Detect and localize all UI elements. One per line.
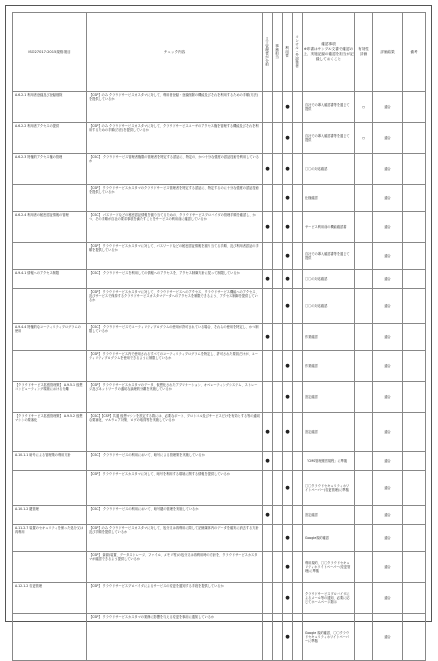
effective-cell	[355, 212, 373, 243]
mark-user: ●	[283, 289, 293, 324]
item-cell	[13, 614, 87, 661]
mark-user: ●	[283, 471, 293, 506]
mark-consult	[293, 185, 303, 212]
result-cell: 適合	[373, 123, 403, 154]
mark-user: ●	[283, 185, 293, 212]
table-row	[13, 289, 426, 324]
mark-mgmt: ●	[263, 413, 273, 452]
mark-consult	[293, 212, 303, 243]
mark-consult	[293, 92, 303, 123]
mark-user: ●	[283, 212, 293, 243]
item-cell: A.9.4.1 情報へのアクセス制限	[13, 270, 87, 289]
header-check: チェック内容	[87, 13, 263, 92]
check-cell: 【CSP】のみ クラウドサービスカスタマに対して、利用者登録・登録削除の機能及びそれを利用するための手順(方法)を提供しているか	[87, 92, 263, 123]
mark-staff	[273, 324, 283, 351]
effective-cell	[355, 382, 373, 413]
item-cell: A.10.1.1 暗号による管理策の利用方針	[13, 452, 87, 471]
effective-cell	[355, 452, 373, 471]
mark-staff	[273, 185, 283, 212]
effective-cell	[355, 583, 373, 614]
mark-consult	[293, 351, 303, 382]
mark-staff	[273, 525, 283, 552]
check-cell: 【CSC】 クラウドサービスを利用しての情報へのアクセスを、アクセス制御方針に従って制限しているか	[87, 270, 263, 289]
mark-consult	[293, 382, 303, 413]
mark-staff	[273, 123, 283, 154]
method-cell: 設定確認	[303, 413, 355, 452]
check-cell: 【CSP】 クラウドサービスカスタマの業務に影響を与える変更を事前に通知しているか	[87, 614, 263, 661]
header-user: 利用者	[285, 46, 290, 57]
mark-mgmt	[263, 525, 273, 552]
item-cell	[13, 471, 87, 506]
check-cell: 【CSC】【CSP】共通 仮想マシンを設定する際には、必要なポート、プロトコル及びサービスだけを有効とする等の適切な要塞化、マルウェア対策、ログの取得等を実施しているか	[87, 413, 263, 452]
item-cell: 【クラウドサービス拡張管理策】 A.9.5.2 仮想マシンの要塞化	[13, 413, 87, 452]
result-cell: 適合	[373, 324, 403, 351]
mark-consult	[293, 243, 303, 270]
mark-mgmt: ●	[263, 212, 273, 243]
table-row	[13, 324, 426, 351]
result-cell: 適合	[373, 413, 403, 452]
remarks-cell	[403, 382, 426, 413]
method-cell: サービス利用前の機能確認書	[303, 212, 355, 243]
result-cell: 適合	[373, 471, 403, 506]
effective-cell	[355, 324, 373, 351]
result-cell: 適合	[373, 506, 403, 525]
check-cell: 【CSC】 クラウドサービスでユーティリティプログラムの使用が許可されている場合、それらの使用を特定し、かつ制限しているか	[87, 324, 263, 351]
mark-consult	[293, 506, 303, 525]
mark-consult	[293, 452, 303, 471]
effective-cell	[355, 614, 373, 661]
mark-consult	[293, 614, 303, 661]
mark-staff	[273, 506, 283, 525]
item-cell: A.9.4.4 特権的なユーティリティプログラムの使用	[13, 324, 87, 351]
mark-user: ●	[283, 243, 293, 270]
effective-cell	[355, 154, 373, 185]
effective-cell	[355, 243, 373, 270]
mark-user: ●	[283, 382, 293, 413]
table-row	[13, 382, 426, 413]
remarks-cell	[403, 243, 426, 270]
effective-cell	[355, 270, 373, 289]
effective-cell	[355, 552, 373, 583]
method-cell: Google 規約確認、〇〇クラウドセキュリティホワイトペーパーに準拠	[303, 614, 355, 661]
mark-staff	[273, 243, 283, 270]
mark-user: ●	[283, 92, 293, 123]
mark-user	[283, 452, 293, 471]
result-cell: 適合	[373, 583, 403, 614]
mark-staff	[273, 382, 283, 413]
result-cell: 適合	[373, 552, 403, 583]
header-mgmt: ＩＴ管理者が分担	[265, 37, 270, 66]
remarks-cell	[403, 185, 426, 212]
mark-user: ●	[283, 351, 293, 382]
mark-consult	[293, 123, 303, 154]
remarks-cell	[403, 270, 426, 289]
method-cell: 設定確認	[303, 506, 355, 525]
mark-mgmt	[263, 185, 273, 212]
result-cell: 適合	[373, 382, 403, 413]
mark-consult	[293, 583, 303, 614]
mark-mgmt	[263, 123, 273, 154]
mark-mgmt	[263, 614, 273, 661]
mark-consult	[293, 324, 303, 351]
mark-mgmt: ●	[263, 270, 273, 289]
mark-user: ●	[283, 123, 293, 154]
remarks-cell	[403, 583, 426, 614]
table-row	[13, 243, 426, 270]
mark-consult	[293, 525, 303, 552]
remarks-cell	[403, 552, 426, 583]
item-cell: A.6.2.2 利用者アクセスの提供	[13, 123, 87, 154]
result-cell: 適合	[373, 92, 403, 123]
check-cell: 【CSP】 資源(装置、データストレージ、ファイル、メモリ等)の処分又は再利用時の方針を、クラウドサービスカスタマが確認できるよう提供しているか	[87, 552, 263, 583]
result-cell: 適合	[373, 614, 403, 661]
table-row	[13, 552, 426, 583]
check-cell: 【CSC】 クラウドサービスの利用において、暗号鍵の管理を実施しているか	[87, 506, 263, 525]
mark-user: ●	[283, 154, 293, 185]
check-cell: 【CSC】 パスワードなどの秘密認証情報を割り当てるための、クラウドサービスプロバイダの管理手順を確認し、かつ、その手順が自社の要求事項を満たすことをサービスの利用前に確認しているか	[87, 212, 263, 243]
mark-consult	[293, 270, 303, 289]
mark-staff	[273, 154, 283, 185]
table-row	[13, 583, 426, 614]
mark-staff	[273, 212, 283, 243]
remarks-cell	[403, 614, 426, 661]
mark-mgmt	[263, 471, 273, 506]
method-cell: クラウドサービスプロバイダによるメール等の通知、必要に応じてホームページ掲示	[303, 583, 355, 614]
mark-mgmt: ●	[263, 452, 273, 471]
method-cell: 〇〇クラウドセキュリティホワイトペーパー(変更管理)に準拠	[303, 471, 355, 506]
mark-staff	[273, 583, 283, 614]
check-cell: 【CSP】 クラウドサービスカスタマのクラウドサービス管理者を特定する認証に、特定するのに十分な強度の認証技術を提供しているか	[87, 185, 263, 212]
result-cell: 適合	[373, 525, 403, 552]
mark-user: ●	[283, 270, 293, 289]
result-cell: 適合	[373, 270, 403, 289]
mark-mgmt: ●	[263, 324, 273, 351]
result-cell: 適合	[373, 212, 403, 243]
mark-consult	[293, 289, 303, 324]
mark-consult	[293, 552, 303, 583]
effective-cell	[355, 351, 373, 382]
item-cell: A.6.2.3 特権的アクセス権の管理	[13, 154, 87, 185]
mark-mgmt	[263, 92, 273, 123]
item-cell	[13, 289, 87, 324]
table-row	[13, 123, 426, 154]
method-cell: 〇〇の対応確認	[303, 289, 355, 324]
effective-cell	[355, 471, 373, 506]
document-page	[5, 5, 432, 644]
effective-cell	[355, 413, 373, 452]
item-cell	[13, 351, 87, 382]
result-cell: 適合	[373, 452, 403, 471]
mark-mgmt	[263, 243, 273, 270]
remarks-cell	[403, 506, 426, 525]
table-row	[13, 471, 426, 506]
header-staff: 事務担当	[275, 44, 280, 59]
method-cell: 〇〇の対応確認	[303, 154, 355, 185]
mark-staff	[273, 413, 283, 452]
effective-cell	[355, 506, 373, 525]
table-row	[13, 506, 426, 525]
mark-consult	[293, 154, 303, 185]
table-row	[13, 351, 426, 382]
header-result: 評価結果	[373, 13, 403, 92]
item-cell: A.6.2.4 利用者の秘密認証情報の管理	[13, 212, 87, 243]
remarks-cell	[403, 525, 426, 552]
header-method: 確認事項 ※印書はサンプル文書で確認の上、実施記録の確認を担当が記録しておくこと	[303, 13, 355, 92]
remarks-cell	[403, 123, 426, 154]
mark-mgmt: ●	[263, 506, 273, 525]
item-cell: 【クラウドサービス拡張管理策】 A.9.5.1 仮想コンピューティング環境における分離	[13, 382, 87, 413]
mark-user: ●	[283, 525, 293, 552]
mark-staff	[273, 92, 283, 123]
method-cell: 「CMS管理運営規程」に準拠	[303, 452, 355, 471]
checklist-table	[12, 12, 426, 661]
mark-user: ●	[283, 614, 293, 661]
table-row	[13, 452, 426, 471]
method-cell: 作業確認	[303, 351, 355, 382]
table-row	[13, 92, 426, 123]
mark-staff	[273, 471, 283, 506]
check-cell: 【CSP】のみ クラウドサービスカスタマに対して、処分又は再利用に際して記憶媒体内のデータを確実に消去する方針及び手順を提供しているか	[87, 525, 263, 552]
remarks-cell	[403, 212, 426, 243]
method-cell: 〇〇の対応確認	[303, 270, 355, 289]
mark-consult	[293, 413, 303, 452]
method-cell: 自社での導入確認書等を通じて提供	[303, 92, 355, 123]
method-cell: 利用規約、〇〇クラウドセキュリティホワイトペーパー(変更管理)に準拠	[303, 552, 355, 583]
effective-cell	[355, 289, 373, 324]
table-row	[13, 413, 426, 452]
effective-cell	[355, 185, 373, 212]
effective-cell: ○	[355, 123, 373, 154]
table-row	[13, 154, 426, 185]
check-cell: 【CSP】 クラウドサービスカスタマに対して、クラウドサービスへのアクセス、クラウドサービス機能へのアクセス、及びサービスで保持するクラウドサービスカスタマデータへのアクセスを制限できるよう、アクセス制御を提供しているか	[87, 289, 263, 324]
check-cell: 【CSP】のみ クラウドサービスカスタマに対して、クラウドサービスユーザのアクセス権を管理する機能及びそれを利用するための手順(方法)を提供しているか	[87, 123, 263, 154]
header-item: ISO27017:2015規格項目	[13, 13, 87, 92]
remarks-cell	[403, 92, 426, 123]
header-effective: 有効性 評価	[355, 13, 373, 92]
table-row	[13, 270, 426, 289]
result-cell: 適合	[373, 351, 403, 382]
item-cell	[13, 243, 87, 270]
table-row	[13, 525, 426, 552]
check-cell: 【CSP】 クラウドサービスカスタマのデータ、仮想化されたアプリケーション、オペレーティングシステム、ストレージ及びネットワークの適切な論理的分離を実施しているか	[87, 382, 263, 413]
check-cell: 【CSP】 クラウドサービス内で使用されるすべてのユーティリティプログラムを特定し、許可された要員だけが、ユーティリティプログラムを使用できるように制限しているか	[87, 351, 263, 382]
effective-cell: ○	[355, 92, 373, 123]
result-cell: 適合	[373, 243, 403, 270]
item-cell	[13, 185, 87, 212]
check-cell: 【CSC】 クラウドサービス管理者権限の管理者を特定する認証に、特定の、かつ十分な強度の認証技術を利用しているか	[87, 154, 263, 185]
header-consult: コンサル・外部業者	[295, 35, 300, 68]
method-cell: 設定確認	[303, 382, 355, 413]
effective-cell	[355, 525, 373, 552]
mark-user: ●	[283, 552, 293, 583]
mark-mgmt	[263, 289, 273, 324]
mark-consult	[293, 471, 303, 506]
check-cell: 【CSP】 クラウドサービスプロバイダによるサービスの変更を通知する手段を提供しているか	[87, 583, 263, 614]
item-cell: A.6.2.1 利用者登録及び登録削除	[13, 92, 87, 123]
result-cell: 適合	[373, 185, 403, 212]
remarks-cell	[403, 413, 426, 452]
header-remarks: 備考	[403, 13, 426, 92]
method-cell: 作業確認	[303, 324, 355, 351]
method-cell: 仕様確認	[303, 185, 355, 212]
item-cell	[13, 552, 87, 583]
item-cell: A.10.1.2 鍵管理	[13, 506, 87, 525]
table-body	[13, 92, 426, 661]
remarks-cell	[403, 452, 426, 471]
item-cell: A.11.2.7 装置のセキュリティを保った処分又は再利用	[13, 525, 87, 552]
remarks-cell	[403, 471, 426, 506]
method-cell: 自社での導入確認書等を通じて提供	[303, 123, 355, 154]
table-row	[13, 614, 426, 661]
mark-mgmt	[263, 351, 273, 382]
check-cell: 【CSC】 クラウドサービスの利用において、暗号による管理策を実施しているか	[87, 452, 263, 471]
remarks-cell	[403, 351, 426, 382]
result-cell: 適合	[373, 289, 403, 324]
mark-user: ●	[283, 583, 293, 614]
mark-staff	[273, 552, 283, 583]
mark-mgmt	[263, 583, 273, 614]
mark-user	[283, 324, 293, 351]
mark-user: ●	[283, 413, 293, 452]
check-cell: 【CSP】 クラウドサービスカスタマに対して、暗号を利用する環境に関する情報を提供しているか	[87, 471, 263, 506]
remarks-cell	[403, 154, 426, 185]
mark-staff	[273, 270, 283, 289]
mark-mgmt	[263, 382, 273, 413]
table-row	[13, 185, 426, 212]
mark-mgmt: ●	[263, 154, 273, 185]
header-row	[13, 13, 426, 92]
mark-staff	[273, 289, 283, 324]
remarks-cell	[403, 324, 426, 351]
mark-staff	[273, 452, 283, 471]
mark-user	[283, 506, 293, 525]
mark-staff	[273, 351, 283, 382]
item-cell: A.12.1.2 変更管理	[13, 583, 87, 614]
mark-staff	[273, 614, 283, 661]
mark-mgmt	[263, 552, 273, 583]
method-cell: 自社での導入確認書等を通じて提供	[303, 243, 355, 270]
table-row	[13, 212, 426, 243]
result-cell: 適合	[373, 154, 403, 185]
remarks-cell	[403, 289, 426, 324]
check-cell: 【CSP】 クラウドサービスカスタマに対して、パスワードなどの秘密認証情報を割り当てる手順、及び利用者認証の手順を提供しているか	[87, 243, 263, 270]
method-cell: Google規約確認	[303, 525, 355, 552]
